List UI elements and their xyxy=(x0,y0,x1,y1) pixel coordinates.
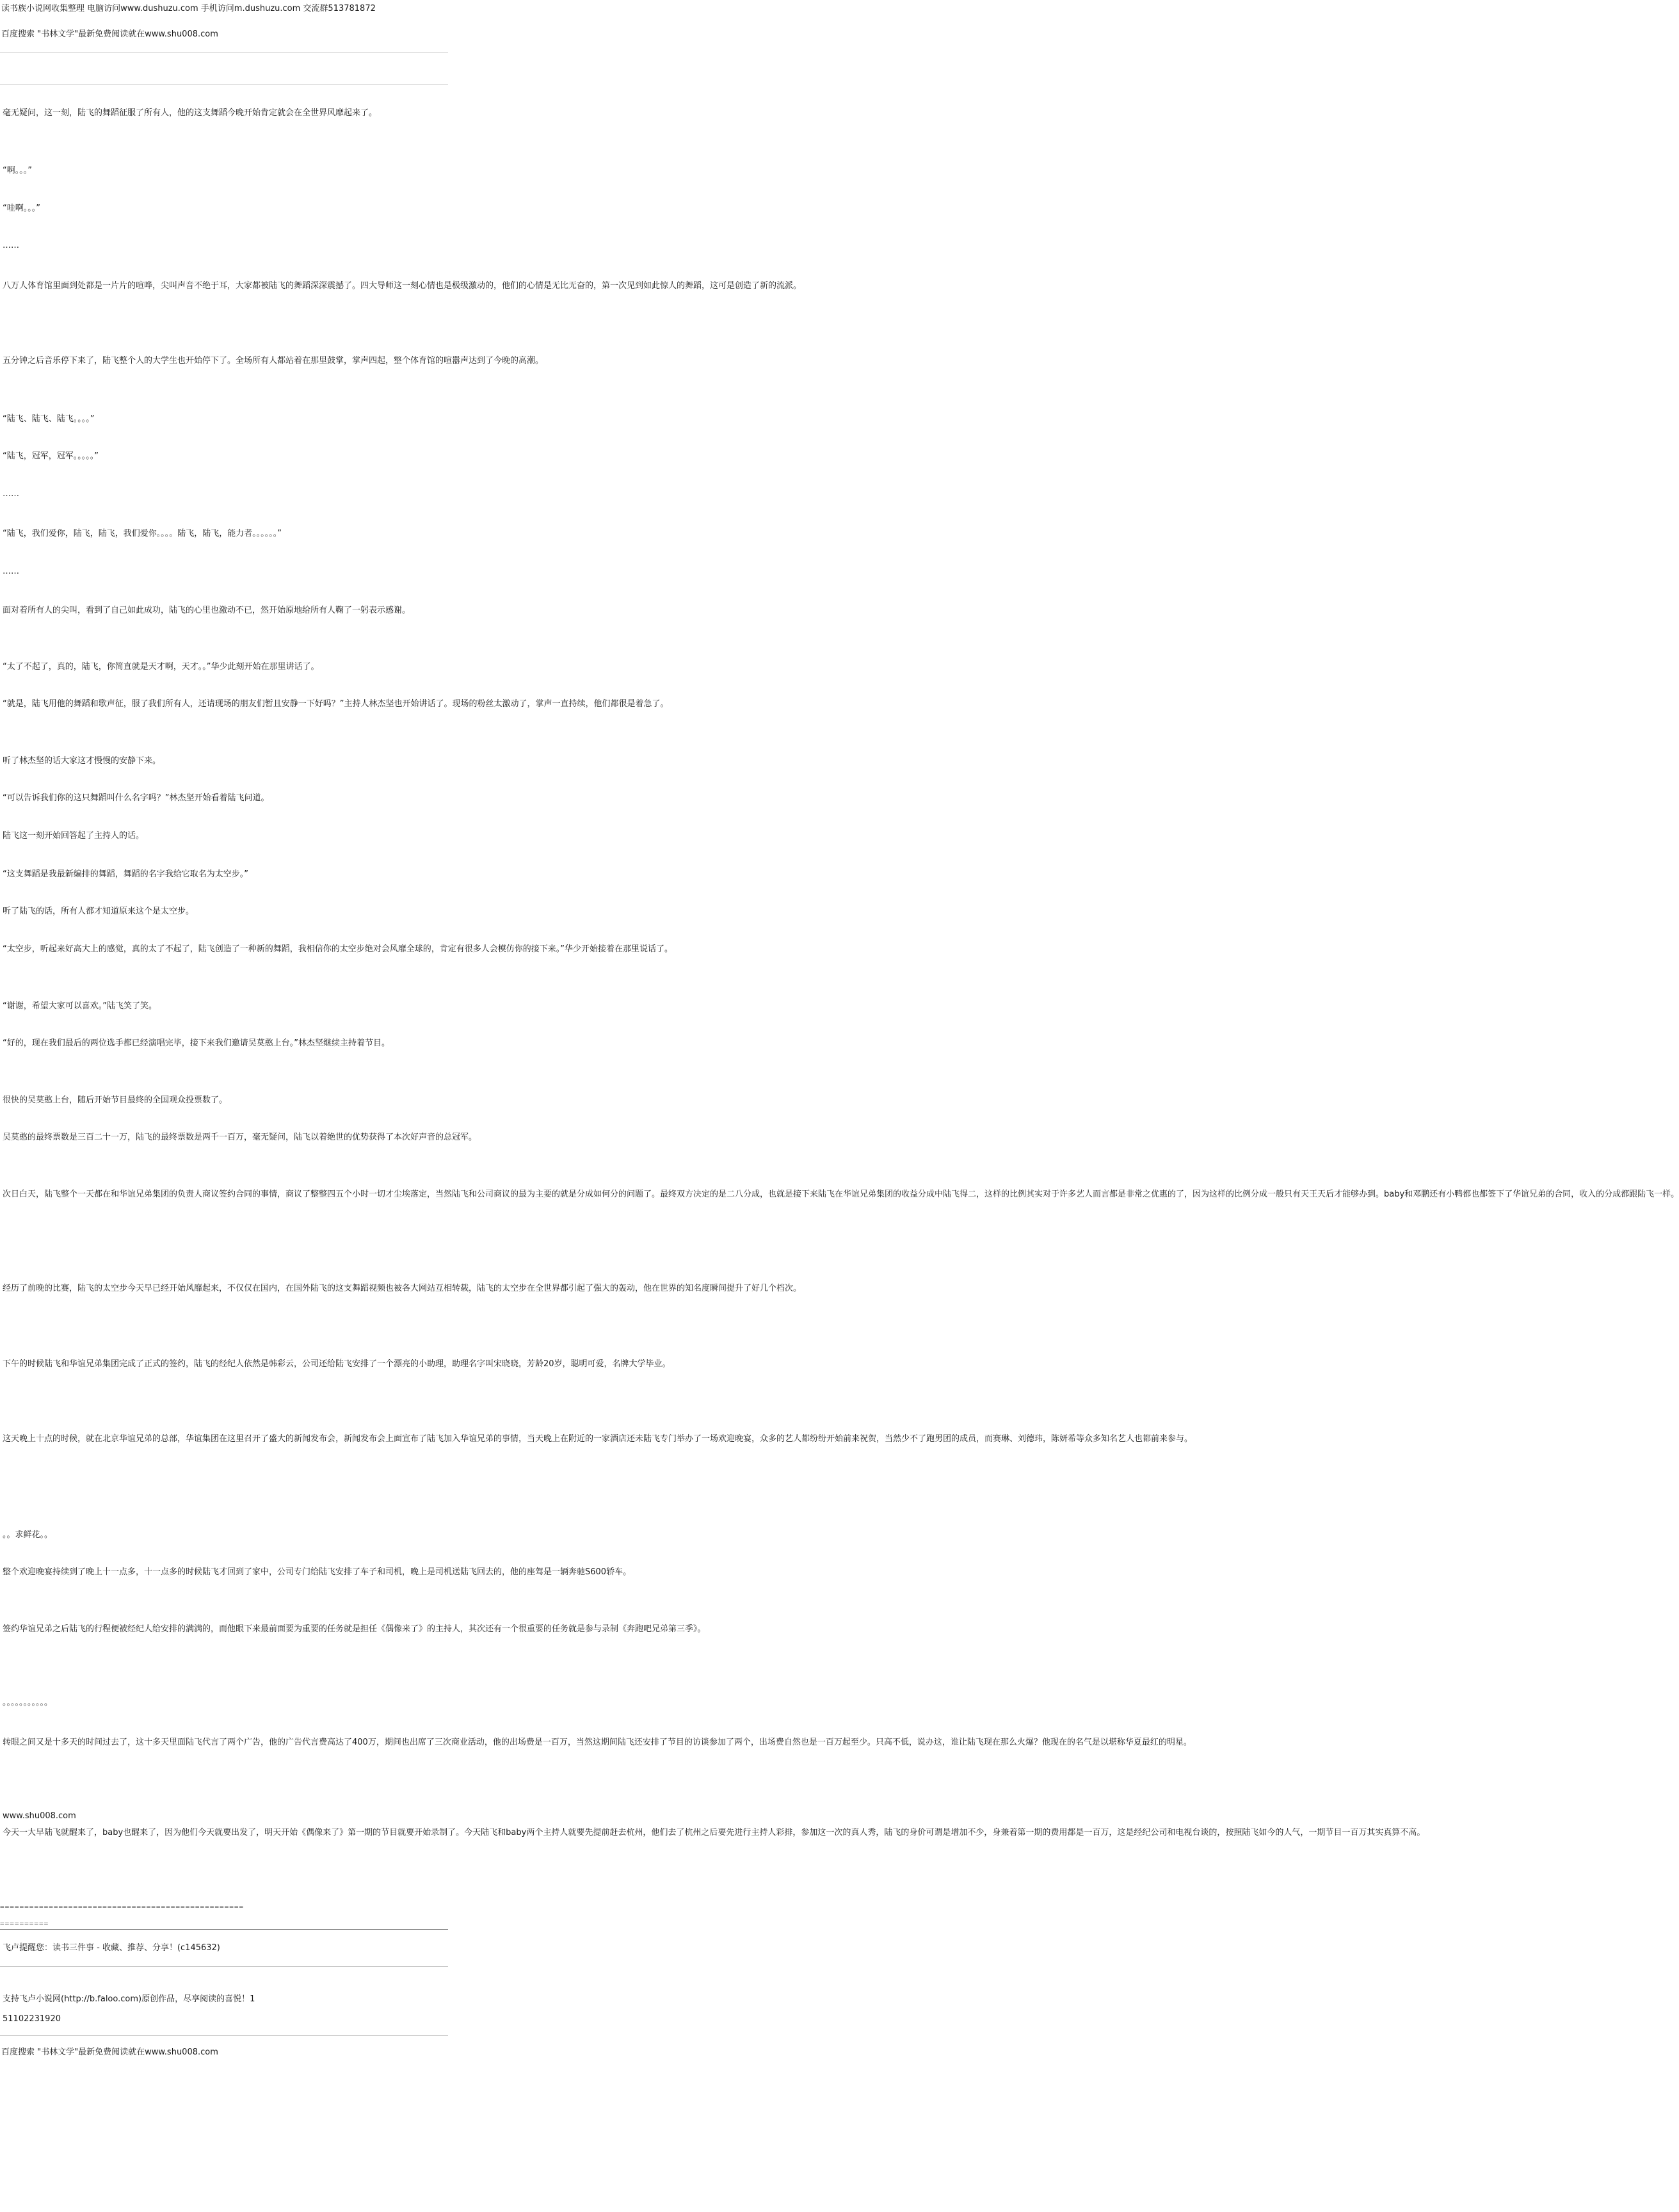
paragraph-line: 。。求鲜花。。 xyxy=(3,1530,53,1540)
paragraph-line: 。。。。。。。。。。。 xyxy=(3,1698,53,1707)
paragraph-line: 面对着所有人的尖叫，看到了自己如此成功，陆飞的心里也激动不已，然开始原地给所有人鞠了一躬表示感谢。 xyxy=(3,606,411,615)
paragraph-line: …… xyxy=(3,567,19,576)
paragraph-line: 转眼之间又是十多天的时间过去了，这十多天里面陆飞代言了两个广告，他的广告代言费高达了400万，期间也出席了三次商业活动，他的出场费是一百万，当然这期间陆飞还安排了节目的访谈参加了两个，出场费自然也是一百万起至少。只高不低，说办这，谁让陆飞现在那么火爆？他现在的名气是以堪称华夏最红的明星。 xyxy=(3,1738,1192,1747)
paragraph-line: 吴莫憨的最终票数是三百二十一万，陆飞的最终票数是两千一百万，毫无疑问，陆飞以着绝世的优势获得了本次好声音的总冠军。 xyxy=(3,1133,478,1142)
paragraph-line: 今天一大早陆飞就醒来了，baby也醒来了，因为他们今天就要出发了，明天开始《偶像来了》第一期的节目就要开始录制了。今天陆飞和baby两个主持人就要先提前赶去杭州，他们去了杭州之后要先进行主持人彩排，参加这一次的真人秀，陆飞的身价可谓是增加不少，身兼着第一期的费用都是一百万，这是经纪公司和电视台谈的，按照陆飞如今的人气，一期节目一百万其实真算不高。 xyxy=(3,1828,1426,1837)
paragraph-line: “可以告诉我们你的这只舞蹈叫什么名字吗？”林杰坚开始看着陆飞问道。 xyxy=(3,793,269,803)
divider xyxy=(0,1966,448,1967)
paragraph-line: 经历了前晚的比赛，陆飞的太空步今天早已经开始风靡起来，不仅仅在国内，在国外陆飞的这支舞蹈视频也被各大网站互相转载，陆飞的太空步在全世界都引起了强大的轰动，他在世界的知名度瞬间提升了好几个档次。 xyxy=(3,1284,802,1293)
paragraph-line: 次日白天，陆飞整个一天都在和华谊兄弟集团的负责人商议签约合同的事情，商议了整整四五个小时一切才尘埃落定，当然陆飞和公司商议的最为主要的就是分成如何分的问题了。最终双方决定的是二八分成，也就是接下来陆飞在华谊兄弟集团的收益分成中陆飞得二，这样的比例其实对于许多艺人而言都是非常之优惠的了，因为这样的比例分成一般只有天王天后才能够办到。baby和邓鹏还有小鸭都也都签下了华谊兄弟的合同，收入的分成都跟陆飞一样。 xyxy=(3,1190,1679,1199)
paragraph-line: “好的，现在我们最后的两位选手都已经演唱完毕，接下来我们邀请吴莫憨上台。”林杰坚继续主持着节目。 xyxy=(3,1038,390,1048)
paragraph-line: 毫无疑问，这一刻，陆飞的舞蹈征服了所有人，他的这支舞蹈今晚开始肯定就会在全世界风靡起来了。 xyxy=(3,108,378,118)
support-line: 支持飞卢小说网(http://b.faloo.com)原创作品，尽享阅读的喜悦！1 xyxy=(3,1994,255,2004)
paragraph-line: “哇啊。。。” xyxy=(3,204,40,213)
divider xyxy=(0,84,448,85)
paragraph-line: 下午的时候陆飞和华谊兄弟集团完成了正式的签约，陆飞的经纪人依然是韩彩云，公司还给陆飞安排了一个漂亮的小助理，助理名字叫宋晓晓，芳龄20岁，聪明可爱，名牌大学毕业。 xyxy=(3,1359,671,1369)
paragraph-line: “太了不起了，真的，陆飞，你简直就是天才啊，天才。。”华少此刻开始在那里讲话了。 xyxy=(3,662,319,672)
paragraph-line: “啊。。。” xyxy=(3,166,32,175)
paragraph-line: “这支舞蹈是我最新编排的舞蹈，舞蹈的名字我给它取名为太空步。” xyxy=(3,869,248,879)
paragraph-line: “谢谢，希望大家可以喜欢。”陆飞笑了笑。 xyxy=(3,1001,157,1011)
id-number: 51102231920 xyxy=(3,2014,61,2024)
promo-line: 百度搜索 "书林文学"最新免费阅读就在www.shu008.com xyxy=(1,29,218,39)
paragraph-line: “太空步，听起来好高大上的感觉，真的太了不起了，陆飞创造了一种新的舞蹈，我相信你的太空步绝对会风靡全球的，肯定有很多人会模仿你的接下来。”华少开始接着在那里说话了。 xyxy=(3,944,673,954)
paragraph-line: “就是，陆飞用他的舞蹈和歌声征，服了我们所有人，还请现场的朋友们暂且安静一下好吗？”主持人林杰坚也开始讲话了。现场的粉丝太激动了，掌声一直持续，他们都很是着急了。 xyxy=(3,699,669,709)
paragraph-line: 听了陆飞的话，所有人都才知道原来这个是太空步。 xyxy=(3,907,195,916)
paragraph-line: “陆飞，我们爱你，陆飞，陆飞，我们爱你。。。。陆飞，陆飞，能力者。。。。。。” xyxy=(3,529,282,538)
separator-line: ========== xyxy=(0,1919,49,1928)
paragraph-line: 很快的吴莫憨上台，随后开始节目最终的全国观众投票数了。 xyxy=(3,1095,228,1105)
promo-line-bottom: 百度搜索 "书林文学"最新免费阅读就在www.shu008.com xyxy=(1,2047,218,2057)
paragraph-line: 签约华谊兄弟之后陆飞的行程便被经纪人给安排的满满的，而他眼下来最前面要为重要的任务就是担任《偶像来了》的主持人，其次还有一个很重要的任务就是参与录制《奔跑吧兄弟第三季》。 xyxy=(3,1624,706,1634)
paragraph-line: 整个欢迎晚宴持续到了晚上十一点多，十一点多的时候陆飞才回到了家中，公司专门给陆飞安排了车子和司机，晚上是司机送陆飞回去的，他的座驾是一辆奔驰S600轿车。 xyxy=(3,1567,632,1577)
paragraph-line: www.shu008.com xyxy=(3,1811,76,1821)
closing-note: 飞卢提醒您：读书三件事 - 收藏、推荐、分享！(c145632) xyxy=(3,1943,220,1953)
paragraph-line: 听了林杰坚的话大家这才慢慢的安静下来。 xyxy=(3,756,161,766)
paragraph-line: …… xyxy=(3,489,19,499)
divider xyxy=(0,1929,448,1930)
separator-line: ================================================== xyxy=(0,1903,245,1911)
paragraph-line: …… xyxy=(3,241,19,250)
paragraph-line: “陆飞，冠军，冠军。。。。。” xyxy=(3,451,99,461)
paragraph-line: 陆飞这一刻开始回答起了主持人的话。 xyxy=(3,831,145,841)
paragraph-line: 五分钟之后音乐停下来了，陆飞整个人的大学生也开始停下了。全场所有人都站着在那里鼓掌，掌声四起，整个体育馆的喧嚣声达到了今晚的高潮。 xyxy=(3,356,544,366)
paragraph-line: 这天晚上十点的时候，就在北京华谊兄弟的总部，华谊集团在这里召开了盛大的新闻发布会，新闻发布会上面宣布了陆飞加入华谊兄弟的事情，当天晚上在附近的一家酒店还未陆飞专门举办了一场欢迎晚宴，众多的艺人都纷纷开始前来祝贺，当然少不了跑男团的成员，而赛琳、刘德玮，陈妍希等众多知名艺人也都前来参与。 xyxy=(3,1434,1193,1444)
divider xyxy=(0,2035,448,2036)
site-header: 读书族小说网收集整理 电脑访问www.dushuzu.com 手机访问m.dushuzu.com 交流群513781872 xyxy=(1,4,376,13)
paragraph-line: 八万人体育馆里面到处都是一片片的喧哗，尖叫声音不绝于耳，大家都被陆飞的舞蹈深深震撼了。四大导师这一刻心情也是极级激动的，他们的心情是无比无奋的，第一次见到如此惊人的舞蹈，这可是创造了新的流派。 xyxy=(3,281,802,291)
paragraph-line: “陆飞、陆飞、陆飞。。。。” xyxy=(3,414,95,424)
